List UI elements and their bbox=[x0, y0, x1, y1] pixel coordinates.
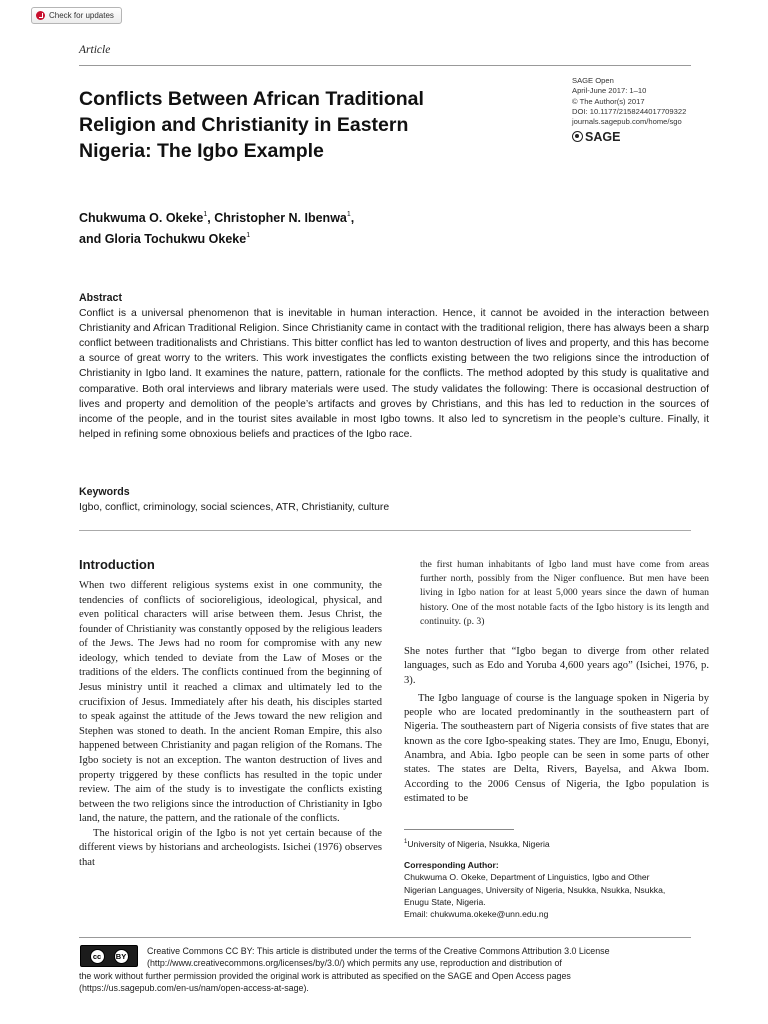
journal-url[interactable]: journals.sagepub.com/home/sgo bbox=[572, 117, 682, 127]
abstract-text: Conflict is a universal phenomenon that is inevitable in human interaction. Hence, it cannot be avoided in the interaction between Christianity and African Traditional Religion. Since Christianity came in contact with the traditional religion, there has always been a sharp conflict between traditionalists and Christians. This bitter conflict has led to wanton destruction of lives and property, and this has become a source of great worry to the writers. This work investigates the conflicts existing between the two religions since the introduction of Christianity in Igbo land. It examines the nature, pattern, rationale for the conflicts. The method adopted by this study is qualitative and comparative. Both oral interviews and library materials were used. The study validates the following: There is occasional destruction of lives and property and demolition of the people’s artifacts and groves by Christians, and this has led to reduction in the sources of income of the people, and in the tourist sites available in most Igbo towns. It also led to syncretism in the people’s culture. Finally, it helped in refining some obnoxious beliefs and practices of the Igbo race. bbox=[79, 308, 709, 440]
article-title bbox=[79, 86, 519, 164]
left-column bbox=[79, 579, 382, 871]
author-conjunction: and bbox=[79, 232, 105, 246]
section-divider bbox=[79, 530, 691, 531]
keywords-section bbox=[79, 485, 709, 515]
affiliation-text: University of Nigeria, Nsukka, Nigeria bbox=[407, 839, 550, 849]
corresponding-author-line: Chukwuma O. Okeke, Department of Linguistics, Igbo and Other bbox=[404, 872, 650, 883]
body-paragraph: When two different religious systems exist in one community, the tendencies of conflicts of socioreligious, ideological, physical, and even political characters will arise between them. Jesus Christ, the founder of Christianity was constantly opposed by the religious leaders of the Jews. The Jews had no room for compromise with any new ideology, which tended to deviate from the Law of Moses or the traditions of the elders. The conflicts continued from the beginning of Jesus ministry until it reached a climax and ultimately led to the crucifixion of Jesus. Immediately after his death, his disciples started to speak against the attitude of the Jews toward the new religion and Stephen was stoned to death. In the ancient Roman Empire, this also happened between Christianity and pagan religion of the Romans. The Igbo society is not an exception. The wanton destruction of lives and property triggered by these conflicts has resulted in the topic under review. The aim of the study is to investigate the conflicts existing between the two religions since the introduction of Christianity in Igbo land, the nature, the pattern, and the rationale of the conflicts. bbox=[79, 580, 382, 825]
sage-logo-icon bbox=[572, 131, 583, 142]
license-divider bbox=[79, 937, 691, 938]
title-line: Conflicts Between African Traditional bbox=[79, 88, 424, 110]
block-quote: the first human inhabitants of Igbo land must have come from areas further north, possibly from the Niger confluence. But men have been living in Igbo nation for at least 5,000 years since the dawn of human history. One of the most notable facts of the Igbo history is its length and continuity. (p. 3) bbox=[420, 559, 709, 627]
journal-name: SAGE Open bbox=[572, 76, 614, 85]
journal-doi[interactable]: DOI: 10.1177/2158244017709322 bbox=[572, 106, 687, 116]
header-divider bbox=[79, 65, 691, 66]
check-for-updates-button[interactable] bbox=[31, 7, 122, 24]
abstract-section bbox=[79, 291, 709, 442]
check-for-updates-label: Check for updates bbox=[49, 11, 114, 20]
author-list bbox=[79, 206, 499, 248]
article-type-label: Article bbox=[79, 44, 111, 56]
body-paragraph: The historical origin of the Igbo is not yet certain because of the different views by historians and archeologists. Isichei (1976) observes that bbox=[79, 827, 382, 868]
license-notice bbox=[79, 945, 709, 995]
journal-info bbox=[572, 76, 686, 142]
corresponding-author-line: Nigerian Languages, University of Nigeria, Nsukka, Nsukka, Nsukka, bbox=[404, 884, 666, 895]
affiliation-marker: 1 bbox=[404, 839, 408, 845]
license-line[interactable]: (http://www.creativecommons.org/licenses/by/3.0/) which permits any use, reproduction and distribution of bbox=[147, 958, 562, 969]
introduction-heading: Introduction bbox=[79, 557, 155, 572]
affiliation-note bbox=[404, 836, 709, 850]
affiliation-marker: 1 bbox=[203, 211, 208, 218]
journal-copyright: © The Author(s) 2017 bbox=[572, 96, 645, 106]
creative-commons-icon: cc bbox=[90, 949, 105, 964]
author-name: Chukwuma O. Okeke bbox=[79, 211, 204, 225]
sage-logo bbox=[572, 131, 686, 142]
sage-logo-text: SAGE bbox=[585, 129, 621, 144]
author-name: Christopher N. Ibenwa bbox=[214, 211, 347, 225]
title-line: Religion and Christianity in Eastern bbox=[79, 114, 409, 136]
author-name: Gloria Tochukwu Okeke bbox=[104, 232, 247, 246]
title-line: Nigeria: The Igbo Example bbox=[79, 140, 324, 162]
footnote-divider bbox=[404, 829, 514, 830]
right-column bbox=[404, 645, 709, 806]
journal-issue: April-June 2017: 1–10 bbox=[572, 86, 647, 96]
affiliation-marker: 1 bbox=[246, 232, 251, 239]
license-line: Creative Commons CC BY: This article is distributed under the terms of the Creative Commons Attribution 3.0 License bbox=[147, 946, 610, 956]
footnotes bbox=[404, 836, 709, 920]
keywords-text: Igbo, conflict, criminology, social sciences, ATR, Christianity, culture bbox=[79, 502, 390, 513]
license-line[interactable]: (https://us.sagepub.com/en-us/nam/open-access-at-sage). bbox=[79, 983, 309, 994]
affiliation-marker: 1 bbox=[346, 211, 351, 218]
update-check-icon bbox=[36, 11, 45, 20]
keywords-heading: Keywords bbox=[79, 486, 130, 498]
corresponding-author-email[interactable]: Email: chukwuma.okeke@unn.edu.ng bbox=[404, 909, 549, 920]
attribution-icon: BY bbox=[114, 949, 129, 964]
body-paragraph: The Igbo language of course is the language spoken in Nigeria by people who are located predominantly in the southeastern part of Nigeria. The southeastern part of Nigeria consists of five states that are known as the core Igbo-speaking states. They are Imo, Enugu, Ebonyi, Anambra, and Abia. Igbo people can be seen in some parts of other states. The states are Delta, Rivers, Bayelsa, and Akwa Ibom. According to the 2006 Census of Nigeria, the Igbo population is estimated to be bbox=[404, 692, 709, 804]
abstract-heading: Abstract bbox=[79, 292, 122, 304]
corresponding-author-line: Enugu State, Nigeria. bbox=[404, 896, 486, 907]
body-paragraph: She notes further that “Igbo began to diverge from other related languages, such as Edo and Yoruba 4,600 years ago” (Isichei, 1976, p. 3). bbox=[404, 646, 709, 686]
author-separator: , bbox=[207, 211, 215, 225]
corresponding-author-label: Corresponding Author: bbox=[404, 860, 499, 871]
author-separator: , bbox=[350, 211, 355, 225]
license-line: the work without further permission provided the original work is attributed as specified on the SAGE and Open Access pages bbox=[79, 970, 571, 981]
